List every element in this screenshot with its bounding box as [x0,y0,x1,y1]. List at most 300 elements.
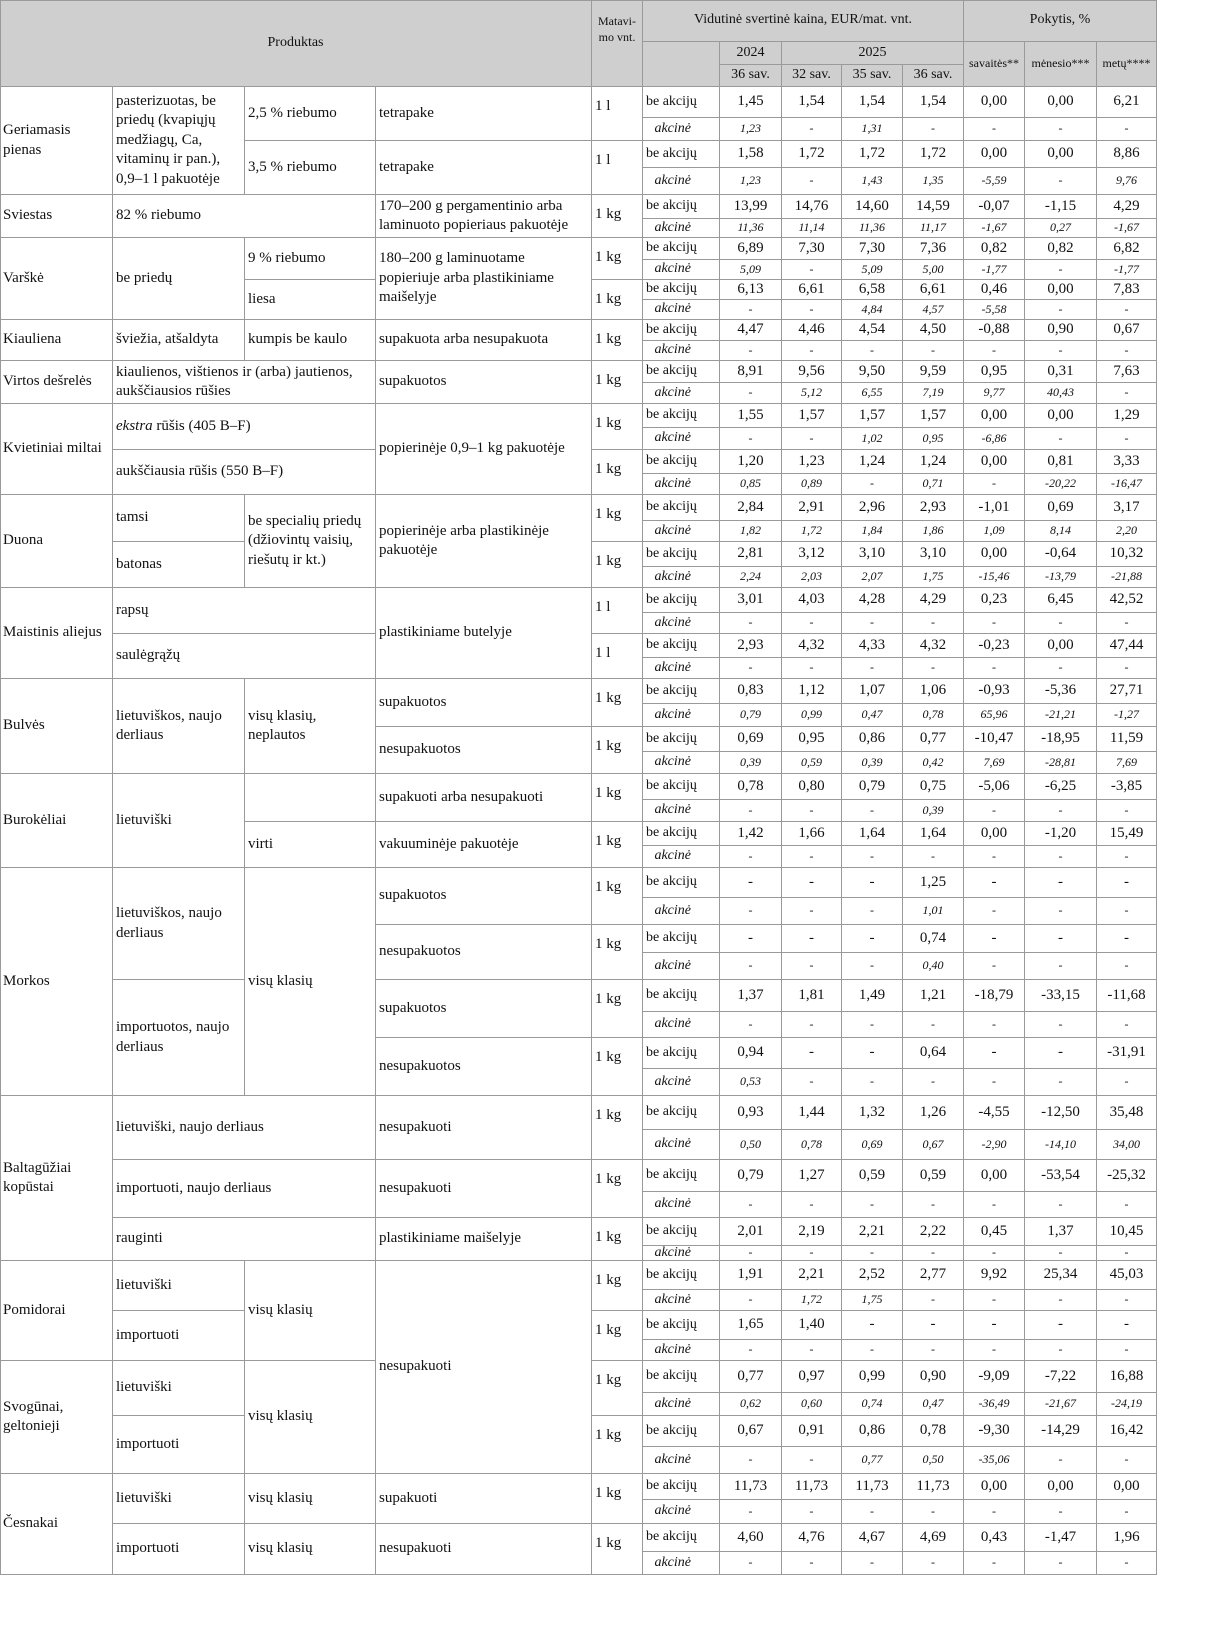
value-cell: - [1025,1311,1097,1340]
value-cell: 0,23 [964,588,1025,613]
value-cell: - [964,1290,1025,1311]
value-cell: - [782,168,842,195]
value-cell: - [842,1552,903,1575]
value-cell: 5,00 [903,260,964,280]
value-cell: - [842,1192,903,1218]
unit-cell: 1 kg [592,1160,643,1218]
value-cell: 14,60 [842,195,903,219]
product-pack: nesupakuotos [376,1038,592,1096]
product-sub2: visų klasių [245,1361,376,1474]
value-cell: 1,54 [782,87,842,118]
price-type-label: akcinė [643,752,720,774]
value-cell: 0,59 [842,1160,903,1192]
value-cell: - [964,118,1025,141]
value-cell: - [1025,341,1097,361]
value-cell: 0,62 [720,1393,782,1416]
header-produktas: Produktas [0,0,592,87]
product-sub2: visų klasių [245,868,376,1096]
value-cell: 6,21 [1097,87,1157,118]
value-cell: 0,75 [903,774,964,800]
unit-cell: 1 kg [592,774,643,822]
value-cell: - [842,800,903,822]
product-sub1: lietuviški, naujo derliaus [113,1096,376,1160]
value-cell: 4,84 [842,300,903,320]
value-cell: - [964,341,1025,361]
value-cell: -9,09 [964,1361,1025,1393]
price-type-label: be akcijų [643,1416,720,1447]
header-kaina: Vidutinė svertinė kaina, EUR/mat. vnt. [643,0,964,42]
price-type-label: akcinė [643,474,720,495]
value-cell: -14,10 [1025,1130,1097,1160]
product-sub1: be priedų [113,238,245,320]
value-cell: - [964,613,1025,634]
header-metu: metų**** [1097,42,1157,87]
value-cell: 4,67 [842,1524,903,1552]
value-cell: 2,93 [903,495,964,521]
value-cell: - [720,925,782,953]
value-cell: -0,93 [964,679,1025,704]
value-cell: 16,42 [1097,1416,1157,1447]
product-sub2: visų klasių, neplautos [245,679,376,774]
value-cell: -0,07 [964,195,1025,219]
value-cell: -9,30 [964,1416,1025,1447]
value-cell: 0,91 [782,1416,842,1447]
value-cell: -1,77 [964,260,1025,280]
value-cell: - [782,300,842,320]
value-cell: -35,06 [964,1447,1025,1474]
price-type-label: akcinė [643,219,720,238]
value-cell: - [903,1192,964,1218]
value-cell: -10,47 [964,727,1025,752]
product-sub1-em: ekstra [116,417,153,434]
product-pack: 170–200 g pergamentinio arba laminuoto popieriaus pakuotėje [376,195,592,238]
value-cell: 0,64 [903,1038,964,1069]
value-cell: 0,69 [1025,495,1097,521]
value-cell: 10,45 [1097,1218,1157,1246]
header-matavimo: Matavi- mo vnt. [592,0,643,87]
value-cell: 4,47 [720,320,782,341]
product-sub2: be specialių priedų (džiovintų vaisių, riešutų ir kt.) [245,495,376,588]
value-cell: 1,42 [720,822,782,846]
value-cell: - [1097,898,1157,925]
value-cell: 4,32 [782,634,842,658]
value-cell: 0,67 [903,1130,964,1160]
value-cell: 14,59 [903,195,964,219]
value-cell: - [720,1447,782,1474]
value-cell: 1,31 [842,118,903,141]
price-type-label: be akcijų [643,868,720,898]
unit-cell: 1 l [592,634,643,679]
header-blank [643,42,720,87]
value-cell: - [1097,1246,1157,1261]
value-cell: 1,58 [720,141,782,168]
value-cell: - [842,1340,903,1361]
product-sub2: visų klasių [245,1261,376,1361]
value-cell: -21,21 [1025,704,1097,727]
value-cell: - [1025,1192,1097,1218]
value-cell: - [903,1311,964,1340]
value-cell: 4,46 [782,320,842,341]
value-cell: 0,00 [1025,634,1097,658]
product-pack: supakuotos [376,361,592,404]
product-sub1: lietuviškos, naujo derliaus [113,679,245,774]
value-cell: - [903,658,964,679]
value-cell: 7,69 [964,752,1025,774]
value-cell: - [903,1552,964,1575]
value-cell: - [1025,868,1097,898]
value-cell: 1,64 [842,822,903,846]
product-sub1: importuoti, naujo derliaus [113,1160,376,1218]
value-cell: 11,73 [903,1474,964,1500]
value-cell: 14,76 [782,195,842,219]
value-cell: 0,79 [842,774,903,800]
value-cell: - [903,613,964,634]
value-cell: 0,00 [1025,141,1097,168]
unit-cell: 1 kg [592,1474,643,1524]
value-cell: -21,67 [1025,1393,1097,1416]
price-type-label: akcinė [643,567,720,588]
price-type-label: akcinė [643,1246,720,1261]
price-type-label: akcinė [643,658,720,679]
value-cell: -1,67 [1097,219,1157,238]
product-name: Geriamasis pienas [0,87,113,195]
value-cell: - [964,1311,1025,1340]
value-cell: 42,52 [1097,588,1157,613]
value-cell: 15,49 [1097,822,1157,846]
value-cell: 0,99 [782,704,842,727]
value-cell: - [1025,1069,1097,1096]
value-cell: 0,99 [842,1361,903,1393]
value-cell: 1,44 [782,1096,842,1130]
value-cell: 2,01 [720,1218,782,1246]
value-cell: - [842,341,903,361]
price-type-label: akcinė [643,341,720,361]
price-type-label: be akcijų [643,588,720,613]
value-cell: 0,86 [842,727,903,752]
value-cell: -28,81 [1025,752,1097,774]
product-name: Virtos dešrelės [0,361,113,404]
value-cell: -0,23 [964,634,1025,658]
value-cell: - [1097,118,1157,141]
product-pack: supakuotos [376,980,592,1038]
value-cell: - [964,898,1025,925]
value-cell: 1,35 [903,168,964,195]
price-type-label: be akcijų [643,320,720,341]
product-sub2 [245,774,376,822]
value-cell: 1,64 [903,822,964,846]
value-cell: 6,13 [720,280,782,300]
value-cell: 8,91 [720,361,782,383]
value-cell: 0,00 [964,542,1025,567]
price-type-label: akcinė [643,428,720,450]
value-cell: 1,75 [903,567,964,588]
value-cell: 45,03 [1097,1261,1157,1290]
price-type-label: be akcijų [643,495,720,521]
value-cell: -1,27 [1097,704,1157,727]
value-cell: - [720,1500,782,1524]
product-name: Maistinis aliejus [0,588,113,679]
price-type-label: be akcijų [643,450,720,474]
value-cell: - [964,1069,1025,1096]
value-cell: - [842,1246,903,1261]
value-cell: 1,82 [720,521,782,542]
product-sub1: kiaulienos, vištienos ir (arba) jautienos, aukščiausios rūšies [113,361,376,404]
unit-cell: 1 kg [592,1218,643,1261]
value-cell: - [720,1012,782,1038]
value-cell: 0,00 [964,404,1025,428]
value-cell: - [964,868,1025,898]
value-cell: - [1025,953,1097,980]
value-cell: - [782,1500,842,1524]
value-cell: 4,32 [903,634,964,658]
value-cell: 1,96 [1097,1524,1157,1552]
value-cell: 2,21 [782,1261,842,1290]
value-cell: - [1025,613,1097,634]
value-cell: -1,20 [1025,822,1097,846]
price-type-label: be akcijų [643,1038,720,1069]
price-type-label: akcinė [643,260,720,280]
product-name: Sviestas [0,195,113,238]
value-cell: 1,21 [903,980,964,1012]
value-cell: - [903,1012,964,1038]
price-type-label: akcinė [643,1393,720,1416]
value-cell: -2,90 [964,1130,1025,1160]
value-cell: -3,85 [1097,774,1157,800]
product-sub1: saulėgrąžų [113,634,376,679]
value-cell: -36,49 [964,1393,1025,1416]
value-cell: 0,46 [964,280,1025,300]
product-pack: popierinėje 0,9–1 kg pakuotėje [376,404,592,495]
product-sub1: rauginti [113,1218,376,1261]
value-cell: - [842,868,903,898]
unit-cell: 1 kg [592,1038,643,1096]
value-cell: 1,02 [842,428,903,450]
header-menesio: mėnesio*** [1025,42,1097,87]
product-pack: vakuuminėje pakuotėje [376,822,592,868]
value-cell: 2,21 [842,1218,903,1246]
value-cell: 0,80 [782,774,842,800]
product-sub1: 82 % riebumo [113,195,376,238]
value-cell: 1,24 [903,450,964,474]
price-type-label: be akcijų [643,1361,720,1393]
value-cell: - [782,868,842,898]
header-w32: 32 sav. [782,65,842,87]
product-name: Kiauliena [0,320,113,361]
value-cell: -13,79 [1025,567,1097,588]
price-type-label: akcinė [643,521,720,542]
value-cell: 13,99 [720,195,782,219]
product-name: Kvietiniai miltai [0,404,113,495]
value-cell: 5,09 [720,260,782,280]
value-cell: -0,64 [1025,542,1097,567]
value-cell: - [842,846,903,868]
value-cell: 65,96 [964,704,1025,727]
value-cell: 0,39 [842,752,903,774]
price-type-label: be akcijų [643,925,720,953]
price-type-label: akcinė [643,1130,720,1160]
value-cell: 2,77 [903,1261,964,1290]
value-cell: 1,26 [903,1096,964,1130]
price-type-label: be akcijų [643,87,720,118]
value-cell: 1,06 [903,679,964,704]
value-cell: - [1025,168,1097,195]
price-type-label: akcinė [643,953,720,980]
value-cell: -6,86 [964,428,1025,450]
value-cell: 0,47 [842,704,903,727]
value-cell: 1,37 [720,980,782,1012]
value-cell: 9,50 [842,361,903,383]
value-cell: 0,42 [903,752,964,774]
value-cell: - [842,1012,903,1038]
value-cell: - [782,1552,842,1575]
value-cell: 2,84 [720,495,782,521]
value-cell: -1,15 [1025,195,1097,219]
value-cell: 8,14 [1025,521,1097,542]
unit-cell: 1 kg [592,450,643,495]
value-cell: - [720,1340,782,1361]
price-type-label: akcinė [643,613,720,634]
header-w35: 35 sav. [842,65,903,87]
product-pack: supakuotos [376,868,592,925]
header-w36-2024: 36 sav. [720,65,782,87]
product-sub1: importuoti [113,1311,245,1361]
price-type-label: be akcijų [643,634,720,658]
value-cell: 0,00 [1097,1474,1157,1500]
value-cell: - [1097,383,1157,404]
product-name: Burokėliai [0,774,113,868]
value-cell: - [782,118,842,141]
price-type-label: be akcijų [643,774,720,800]
value-cell: - [782,1012,842,1038]
value-cell: - [1097,1340,1157,1361]
value-cell: - [720,428,782,450]
value-cell: 0,50 [903,1447,964,1474]
value-cell: 1,23 [720,168,782,195]
value-cell: 1,72 [842,141,903,168]
price-type-label: be akcijų [643,238,720,260]
value-cell: 1,23 [720,118,782,141]
value-cell: 1,84 [842,521,903,542]
value-cell: - [720,953,782,980]
value-cell: 4,76 [782,1524,842,1552]
value-cell: - [1025,1012,1097,1038]
value-cell: - [1097,1012,1157,1038]
value-cell: 0,00 [1025,404,1097,428]
value-cell: -4,55 [964,1096,1025,1130]
value-cell: 6,82 [1097,238,1157,260]
value-cell: - [842,898,903,925]
unit-cell: 1 kg [592,238,643,280]
value-cell: 1,72 [903,141,964,168]
value-cell: 6,61 [903,280,964,300]
value-cell: 0,50 [720,1130,782,1160]
price-type-label: akcinė [643,800,720,822]
value-cell: 1,72 [782,1290,842,1311]
product-name: Duona [0,495,113,588]
product-sub1 [113,404,376,450]
value-cell: 7,69 [1097,752,1157,774]
price-type-label: akcinė [643,1340,720,1361]
unit-cell: 1 kg [592,727,643,774]
unit-cell: 1 kg [592,495,643,542]
value-cell: 0,67 [1097,320,1157,341]
value-cell: 7,63 [1097,361,1157,383]
value-cell: - [964,1246,1025,1261]
value-cell: - [1025,846,1097,868]
value-cell: 0,00 [964,141,1025,168]
value-cell: - [1097,341,1157,361]
value-cell: 9,56 [782,361,842,383]
unit-cell: 1 kg [592,925,643,980]
value-cell: - [1097,428,1157,450]
value-cell: -31,91 [1097,1038,1157,1069]
value-cell: - [720,658,782,679]
value-cell: - [1025,300,1097,320]
value-cell: 0,77 [842,1447,903,1474]
value-cell: 2,81 [720,542,782,567]
unit-cell: 1 kg [592,361,643,404]
value-cell: - [1097,1500,1157,1524]
value-cell: 0,40 [903,953,964,980]
value-cell: 4,29 [903,588,964,613]
value-cell: - [720,383,782,404]
product-name: Svogūnai, geltonieji [0,1361,113,1474]
price-type-label: akcinė [643,1290,720,1311]
value-cell: 0,60 [782,1393,842,1416]
value-cell: -18,79 [964,980,1025,1012]
value-cell: 3,01 [720,588,782,613]
value-cell: -14,29 [1025,1416,1097,1447]
value-cell: - [842,613,903,634]
product-sub1: lietuviškos, naujo derliaus [113,868,245,980]
header-w36-2025: 36 sav. [903,65,964,87]
value-cell: 0,39 [720,752,782,774]
price-type-label: akcinė [643,1447,720,1474]
header-2024: 2024 [720,42,782,65]
value-cell: 0,31 [1025,361,1097,383]
value-cell: 1,72 [782,521,842,542]
value-cell: 0,39 [903,800,964,822]
value-cell: 1,20 [720,450,782,474]
header-savaites: savaitės** [964,42,1025,87]
product-name: Varškė [0,238,113,320]
product-sub1: šviežia, atšaldyta [113,320,245,361]
value-cell: 4,29 [1097,195,1157,219]
unit-cell: 1 kg [592,404,643,450]
value-cell: -11,68 [1097,980,1157,1012]
value-cell: - [720,1552,782,1575]
value-cell: 0,53 [720,1069,782,1096]
value-cell: 0,59 [782,752,842,774]
value-cell: 1,40 [782,1311,842,1340]
value-cell: 0,94 [720,1038,782,1069]
value-cell: 0,81 [1025,450,1097,474]
value-cell: 47,44 [1097,634,1157,658]
value-cell: 0,00 [964,1160,1025,1192]
value-cell: 0,71 [903,474,964,495]
value-cell: - [1097,800,1157,822]
value-cell: - [782,1447,842,1474]
value-cell: - [782,1340,842,1361]
price-type-label: be akcijų [643,980,720,1012]
product-pack: nesupakuotos [376,727,592,774]
product-sub1: importuoti [113,1416,245,1474]
value-cell: - [964,1552,1025,1575]
value-cell: - [1025,118,1097,141]
value-cell: 0,97 [782,1361,842,1393]
value-cell: - [1025,1500,1097,1524]
value-cell: 0,95 [782,727,842,752]
